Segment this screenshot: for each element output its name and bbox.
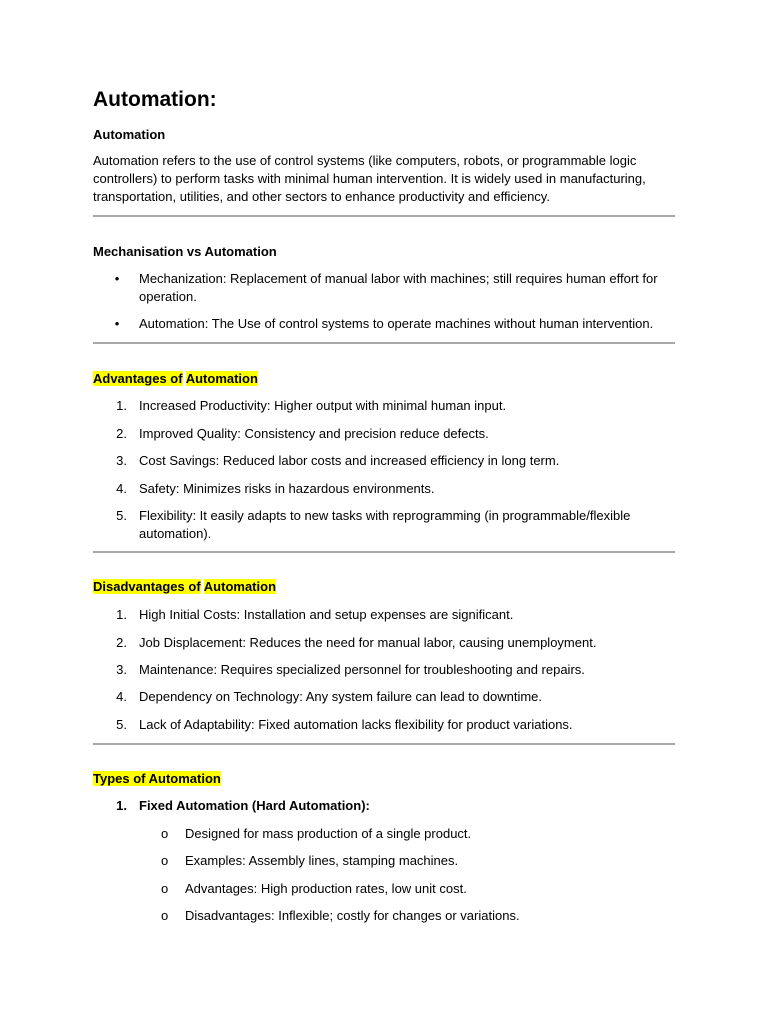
divider bbox=[93, 743, 675, 745]
list-item-text: Automation: The Use of control systems to operate machines without human intervention. bbox=[139, 316, 654, 331]
types-heading bbox=[93, 771, 221, 786]
list-item-text: Cost Savings: Reduced labor costs and increased efficiency in long term. bbox=[139, 453, 560, 468]
sub-bullet-marker: o bbox=[161, 826, 169, 841]
document-title: Automation: bbox=[93, 88, 217, 111]
list-item-text: Fixed Automation (Hard Automation): bbox=[139, 798, 370, 813]
mechanisation-heading: Mechanisation vs Automation bbox=[93, 244, 277, 259]
list-number: 4. bbox=[116, 689, 127, 704]
highlighted-text: Automation bbox=[203, 579, 277, 594]
sub-list-item-text: Designed for mass production of a single product. bbox=[185, 826, 472, 841]
list-item-text: Lack of Adaptability: Fixed automation lacks flexibility for product variations. bbox=[139, 717, 573, 732]
highlighted-text: Automation bbox=[185, 371, 258, 386]
highlighted-text: Disadvantages of bbox=[93, 579, 201, 594]
divider bbox=[93, 551, 675, 553]
list-item-text: Mechanization: Replacement of manual labor with machines; still requires human effort for operation. bbox=[139, 271, 658, 304]
list-number: 3. bbox=[116, 453, 127, 468]
sub-list-item-text: Advantages: High production rates, low unit cost. bbox=[185, 881, 467, 896]
list-item-text: Job Displacement: Reduces the need for manual labor, causing unemployment. bbox=[139, 635, 597, 650]
disadvantages-heading bbox=[93, 579, 276, 594]
bullet-marker: • bbox=[114, 271, 120, 286]
sub-bullet-marker: o bbox=[161, 881, 169, 896]
bullet-marker: • bbox=[114, 316, 120, 331]
advantages-heading bbox=[93, 371, 258, 386]
sub-list-item-text: Disadvantages: Inflexible; costly for changes or variations. bbox=[185, 908, 520, 923]
list-number: 3. bbox=[116, 662, 127, 677]
list-number: 5. bbox=[116, 717, 127, 732]
list-item-text: Increased Productivity: Higher output with minimal human input. bbox=[139, 398, 507, 413]
highlighted-text: Types of Automation bbox=[93, 771, 221, 786]
list-item-text: Dependency on Technology: Any system failure can lead to downtime. bbox=[139, 689, 542, 704]
sub-bullet-marker: o bbox=[161, 853, 169, 868]
list-number: 1. bbox=[116, 607, 127, 622]
list-item-text: High Initial Costs: Installation and setup expenses are significant. bbox=[139, 607, 514, 622]
list-number: 5. bbox=[116, 508, 127, 523]
list-number: 4. bbox=[116, 481, 127, 496]
list-number: 1. bbox=[116, 398, 127, 413]
list-item-text: Flexibility: It easily adapts to new tasks with reprogramming (in programmable/flexible automation). bbox=[139, 508, 631, 541]
highlighted-text: Advantages of bbox=[93, 371, 183, 386]
sub-list-item-text: Examples: Assembly lines, stamping machines. bbox=[185, 853, 459, 868]
divider bbox=[93, 215, 675, 217]
list-number: 2. bbox=[116, 635, 127, 650]
list-item-text: Maintenance: Requires specialized personnel for troubleshooting and repairs. bbox=[139, 662, 585, 677]
sub-bullet-marker: o bbox=[161, 908, 169, 923]
intro-paragraph: Automation refers to the use of control systems (like computers, robots, or programmable logic controllers) to perform tasks with minimal human intervention. It is widely used in manufacturing, transportation, utilities, and other sectors to enhance productivity and efficiency. bbox=[93, 153, 646, 204]
list-item-text: Safety: Minimizes risks in hazardous environments. bbox=[139, 481, 435, 496]
list-item-text: Improved Quality: Consistency and precision reduce defects. bbox=[139, 426, 489, 441]
list-number: 1. bbox=[116, 798, 127, 813]
intro-heading: Automation bbox=[93, 127, 166, 142]
list-number: 2. bbox=[116, 426, 127, 441]
divider bbox=[93, 342, 675, 344]
